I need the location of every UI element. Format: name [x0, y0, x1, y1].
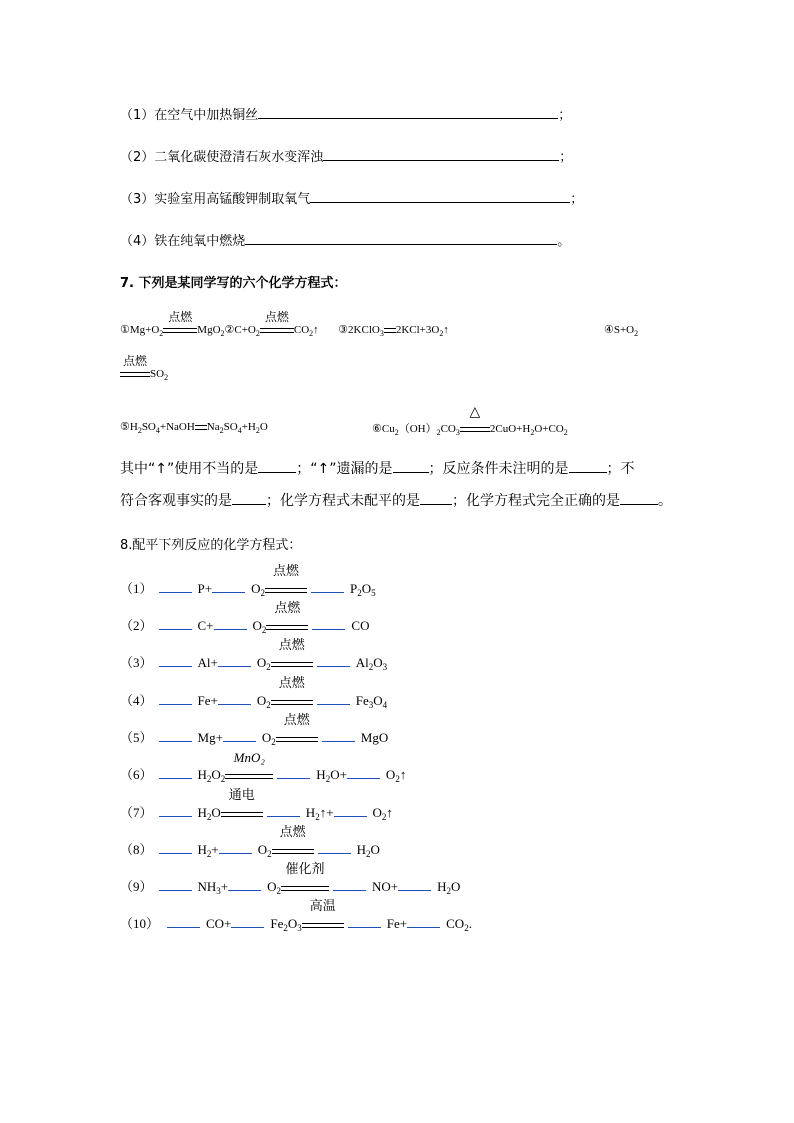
subscript: 3: [216, 886, 221, 896]
row-number: （4）: [120, 693, 153, 708]
coefficient-blank[interactable]: [347, 777, 380, 779]
row-number: （2）: [120, 618, 153, 633]
reaction-condition: [225, 750, 273, 783]
reactant-2: $O_2$: [251, 581, 265, 598]
row-number: （9）: [120, 879, 153, 894]
blank-misused-arrow[interactable]: [258, 471, 296, 473]
reaction-condition: [221, 788, 263, 821]
product-1: $H_2O+$: [316, 767, 347, 784]
q6-item-1-num: （1）: [120, 108, 155, 123]
reactant-1: Mg+: [197, 730, 223, 745]
coefficient-blank[interactable]: [223, 740, 256, 742]
eq4-start: $④S+O_2$: [604, 324, 639, 338]
coefficient-blank[interactable]: [322, 740, 355, 742]
subscript: 2: [266, 662, 271, 672]
blank-not-factual[interactable]: [232, 503, 266, 505]
coefficient-blank[interactable]: [312, 628, 345, 630]
coefficient-blank[interactable]: [159, 777, 192, 779]
q8-row-1: [120, 564, 376, 598]
subscript: 2: [220, 774, 226, 784]
coefficient-blank[interactable]: [334, 815, 367, 817]
condition-label: 点燃: [279, 825, 306, 840]
coefficient-blank[interactable]: [267, 815, 300, 817]
q8-row-10: [120, 899, 472, 933]
coefficient-blank[interactable]: [218, 703, 251, 705]
condition-label: 通电: [228, 788, 255, 803]
subscript: 2: [276, 886, 282, 896]
q6-item-3: [120, 188, 583, 207]
q8-row-3: [120, 638, 388, 672]
q6-item-3-num: （3）: [120, 192, 155, 207]
reactant-2: $O_2$: [256, 693, 271, 710]
eq2-product: $CO_2↑$: [293, 324, 319, 338]
q6-item-1-text: 在空气中加热铜丝: [154, 108, 259, 123]
condition-label: 点燃: [283, 713, 310, 728]
coefficient-blank[interactable]: [311, 591, 344, 593]
reactant-2: $O_2$: [256, 655, 271, 672]
coefficient-blank[interactable]: [159, 703, 192, 705]
q8-title: 8.配平下列反应的化学方程式：: [120, 538, 302, 553]
condition-label: 点燃: [272, 564, 299, 579]
q8-row-7: [120, 788, 393, 822]
product-2: $O_2↑$: [372, 805, 393, 822]
reactant-1: P+: [197, 581, 213, 596]
coefficient-blank[interactable]: [407, 926, 440, 928]
reactant-1: CO+: [206, 916, 232, 931]
subscript: 2: [381, 812, 387, 822]
eq2-condition: 点燃: [260, 324, 294, 336]
q6-item-2-num: （2）: [120, 150, 155, 165]
q6-item-4-text: 铁在纯氧中燃烧: [154, 234, 246, 249]
product-2: $CO_2$.: [446, 916, 472, 933]
product-1: $Fe_3O_4$: [355, 693, 388, 710]
subscript: 2: [261, 625, 267, 635]
subscript: 3: [297, 923, 302, 933]
q6-item-4-blank[interactable]: [245, 243, 557, 245]
coefficient-blank[interactable]: [218, 665, 251, 667]
coefficient-blank[interactable]: [159, 628, 192, 630]
row-number: （5）: [120, 730, 153, 745]
reaction-condition: [271, 676, 313, 709]
product-2: $O_2↑$: [385, 767, 407, 784]
subscript: 2: [464, 923, 469, 933]
coefficient-blank[interactable]: [159, 740, 192, 742]
condition-label: 高温: [309, 899, 336, 914]
subscript: 2: [315, 812, 320, 822]
coefficient-blank[interactable]: [228, 889, 261, 891]
subscript: 5: [371, 588, 376, 598]
subscript: 2: [357, 588, 362, 598]
reactant-2: $O_2$: [252, 618, 267, 635]
q6-item-4: [120, 230, 570, 249]
subscript: 2: [325, 774, 331, 784]
coefficient-blank[interactable]: [277, 777, 310, 779]
q7-question-line-2: 符合客观事实的是 ；化学方程式未配平的是 ；化学方程式完全正确的是 。: [120, 493, 672, 509]
condition-label: 点燃: [274, 601, 301, 616]
subscript: 3: [382, 662, 388, 672]
subscript: 2: [271, 737, 276, 747]
reaction-condition: [281, 862, 329, 895]
coefficient-blank[interactable]: [167, 926, 200, 928]
blank-fully-correct[interactable]: [620, 503, 658, 505]
reactant-1: Al+: [197, 655, 218, 670]
reaction-condition: [272, 825, 314, 858]
row-number: （3）: [120, 655, 153, 670]
coefficient-blank[interactable]: [231, 926, 264, 928]
q8-row-2: [120, 601, 370, 635]
product-1: CO: [351, 618, 370, 633]
coefficient-blank[interactable]: [214, 628, 247, 630]
q6-item-2-text: 二氧化碳使澄清石灰水变浑浊: [154, 150, 324, 165]
q8-row-4: [120, 676, 388, 710]
coefficient-blank[interactable]: [317, 703, 350, 705]
reactant-1: $NH_3+$: [197, 879, 229, 896]
coefficient-blank[interactable]: [159, 591, 192, 593]
condition-label: 点燃: [278, 676, 305, 691]
row-number: （1）: [120, 581, 153, 596]
eq1-reactants: $①Mg+O_2$: [120, 324, 164, 338]
coefficient-blank[interactable]: [159, 815, 192, 817]
q6-item-3-blank[interactable]: [310, 201, 570, 203]
q6-item-1-blank[interactable]: [258, 117, 558, 119]
reactant-1: $H_2O$: [197, 805, 221, 822]
row-number: （7）: [120, 805, 153, 820]
subscript: 2: [283, 923, 288, 933]
eq5: $⑤H_2SO_4+NaOH$ $Na_2SO_4+H_2O$: [120, 421, 268, 435]
q8-row-9: [120, 862, 461, 896]
subscript: 2: [266, 700, 271, 710]
condition-label: MnO₂: [233, 750, 265, 765]
eq2-reactants: $②C+O_2$: [224, 324, 260, 338]
subscript: 4: [382, 700, 388, 710]
q6-item-2: [120, 146, 572, 165]
reactant-1: Fe+: [197, 693, 218, 708]
subscript: 2: [206, 849, 212, 859]
q6-item-3-text: 实验室用高锰酸钾制取氧气: [154, 192, 311, 207]
subscript: 2: [206, 774, 212, 784]
subscript: 2: [366, 849, 371, 859]
reactant-2: $Fe_2O_3$: [270, 916, 302, 933]
q7-question-line-1: 其中“↑”使用不当的是 ；“↑”遗漏的是 ；反应条件未注明的是 ；不: [120, 461, 635, 477]
coefficient-blank[interactable]: [159, 889, 192, 891]
subscript: 3: [368, 700, 374, 710]
condition-label: 催化剂: [285, 862, 325, 877]
q6-item-3-end: ；: [570, 192, 584, 207]
reaction-condition: [266, 601, 308, 634]
coefficient-blank[interactable]: [219, 852, 252, 854]
q8-row-8: [120, 825, 380, 859]
coefficient-blank[interactable]: [318, 852, 351, 854]
reaction-condition: [265, 564, 307, 597]
eq1-condition: 点燃: [163, 324, 197, 336]
q6-item-4-num: （4）: [120, 234, 155, 249]
coefficient-blank[interactable]: [398, 889, 431, 891]
reactant-1: $H_2O_2$: [197, 767, 226, 784]
blank-missing-condition[interactable]: [569, 471, 607, 473]
subscript: 2: [368, 662, 374, 672]
reactant-2: $O_2$: [267, 879, 282, 896]
row-number: （8）: [120, 842, 153, 857]
eq1-product: MgO$_2$: [197, 324, 225, 338]
q8-row-5: [120, 713, 389, 747]
coefficient-blank[interactable]: [212, 591, 245, 593]
reactant-2: $O_2$: [261, 730, 276, 747]
product-1: MgO: [360, 730, 389, 745]
subscript: 2: [206, 812, 212, 822]
q6-item-1: [120, 104, 571, 123]
product-1: $P_2O_5$: [349, 581, 376, 598]
q7-equation-row-1: [120, 310, 449, 338]
product-1: $Al_2O_3$: [355, 655, 388, 672]
product-2: $H_2O$: [437, 879, 461, 896]
condition-label: 点燃: [278, 638, 305, 653]
product-1: $H_2↑+$: [305, 805, 334, 822]
coefficient-blank[interactable]: [317, 665, 350, 667]
q7-title: 7. 下列是某同学写的六个化学方程式：: [120, 276, 347, 291]
q8-row-6: [120, 750, 407, 784]
subscript: 2: [395, 774, 400, 784]
reaction-condition: [271, 638, 313, 671]
reactant-1: $H_2+$: [197, 842, 219, 859]
subscript: 2: [446, 886, 452, 896]
blank-unbalanced[interactable]: [420, 503, 452, 505]
blank-missing-arrow[interactable]: [393, 471, 429, 473]
row-number: （6）: [120, 767, 153, 782]
q6-item-2-end: ；: [559, 150, 573, 165]
q6-item-1-end: ；: [558, 108, 572, 123]
q6-item-2-blank[interactable]: [323, 159, 559, 161]
coefficient-blank[interactable]: [348, 926, 381, 928]
eq6-condition: △: [460, 423, 490, 435]
q6-item-4-end: 。: [557, 234, 571, 249]
eq6: $⑥Cu_2(OH)_2CO_3$ △ $2CuO+H_2O+CO_2$: [372, 405, 568, 437]
product-1: Fe+: [386, 916, 408, 931]
product-1: NO+: [372, 879, 399, 894]
reaction-condition: [276, 713, 318, 746]
coefficient-blank[interactable]: [159, 665, 192, 667]
reactant-1: C+: [197, 618, 214, 633]
product-1: $H_2O$: [356, 842, 380, 859]
reaction-condition: [302, 899, 344, 932]
eq3: ③2KClO$_3$ $2KCl+3O_2↑$: [338, 324, 449, 338]
coefficient-blank[interactable]: [333, 889, 366, 891]
eq4-condition: 点燃: [120, 368, 150, 380]
reactant-2: $O_2$: [257, 842, 272, 859]
eq4-end: 点燃 $SO_2$: [120, 368, 168, 382]
subscript: 2: [260, 588, 265, 598]
coefficient-blank[interactable]: [159, 852, 192, 854]
row-number: （10）: [120, 916, 160, 931]
subscript: 2: [267, 849, 272, 859]
